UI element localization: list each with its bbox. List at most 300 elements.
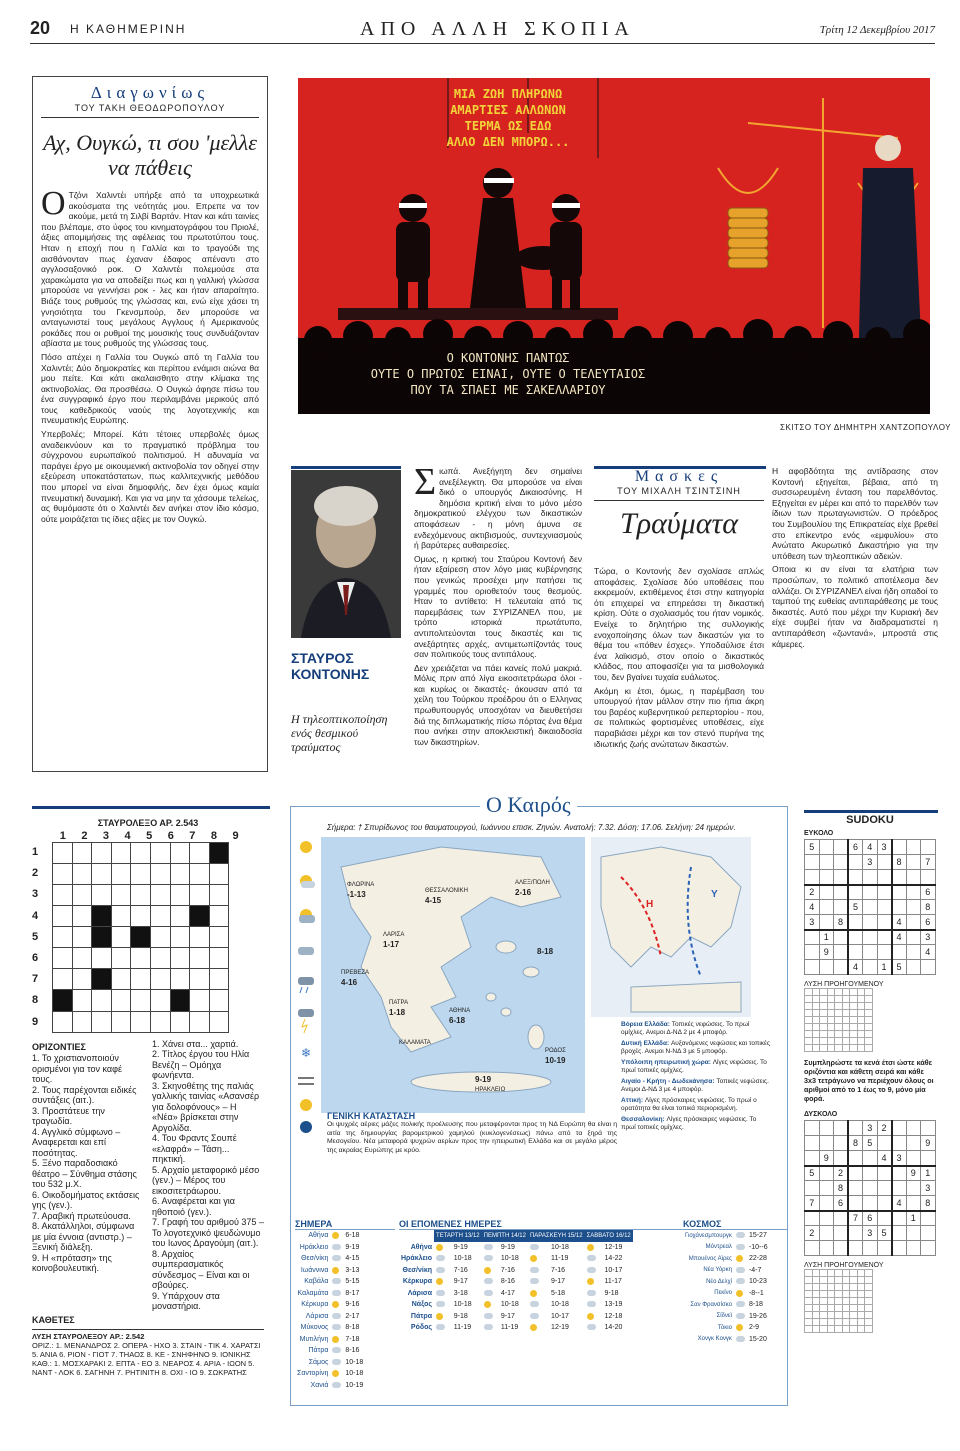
crossword-cell[interactable] [150, 885, 170, 906]
sudoku-cell[interactable] [805, 1121, 820, 1136]
sudoku-cell[interactable] [906, 1181, 921, 1196]
sudoku [804, 814, 936, 1333]
crossword-cell[interactable] [111, 906, 131, 927]
crossword-cell[interactable] [131, 864, 151, 885]
sudoku-cell[interactable] [892, 1211, 907, 1226]
crossword-cell[interactable] [209, 927, 229, 948]
sudoku-cell[interactable] [848, 945, 863, 960]
mini-cell [827, 996, 835, 1003]
crossword-cell[interactable] [190, 927, 210, 948]
sudoku-cell[interactable] [848, 855, 863, 870]
next-temp: 10-18 [500, 1301, 519, 1309]
sudoku-cell[interactable] [848, 1241, 863, 1256]
sudoku-cell[interactable] [906, 1151, 921, 1166]
crossword-cell[interactable] [209, 990, 229, 1011]
sudoku-cell[interactable] [863, 1196, 878, 1211]
mini-cell [850, 1305, 858, 1312]
svg-text:❄: ❄ [300, 1046, 312, 1060]
crossword-cell[interactable] [150, 906, 170, 927]
world-row [683, 1299, 770, 1311]
sudoku-cell[interactable] [877, 1241, 892, 1256]
sudoku-cell[interactable] [906, 1121, 921, 1136]
sudoku-cell[interactable] [906, 930, 921, 945]
sudoku-cell[interactable] [877, 945, 892, 960]
sudoku-cell: 1 [921, 1166, 936, 1181]
today-row [295, 1288, 365, 1300]
sudoku-cell[interactable] [819, 1181, 834, 1196]
world-city: Μόντρεαλ [705, 1244, 732, 1251]
regional-text: Τοπικές νεφώσεις. Ανεμοι Δ-ΝΔ 3 με 4 μποφόρ. [621, 1078, 769, 1093]
sudoku-instructions: Συμπληρώστε τα κενά έτσι ώστε κάθε οριζόντια και κάθετη σειρά και κάθε 3x3 τετράγωνο να περιέχουν όλους οι αριθμοί από το 1 έως το 9, μόνο μία φορά. [804, 1058, 934, 1103]
sudoku-cell[interactable] [877, 930, 892, 945]
today-city: Χανιά [310, 1381, 329, 1389]
cartoon-caption [318, 350, 698, 398]
crossword-cell[interactable] [72, 864, 92, 885]
crossword-cell[interactable] [111, 885, 131, 906]
sudoku-cell: 3 [921, 1181, 936, 1196]
sudoku-cell[interactable] [805, 960, 820, 975]
sudoku-cell[interactable] [892, 1166, 907, 1181]
crossword-cell[interactable] [131, 843, 151, 864]
sudoku-cell[interactable] [819, 885, 834, 900]
sun-icon [484, 1267, 491, 1274]
sudoku-cell[interactable] [863, 930, 878, 945]
crossword-cell[interactable] [72, 990, 92, 1011]
sudoku-cell[interactable] [805, 930, 820, 945]
sudoku-cell[interactable] [834, 900, 849, 915]
crossword-cell[interactable] [150, 990, 170, 1011]
crossword-cell[interactable] [209, 864, 229, 885]
sudoku-cell[interactable] [834, 885, 849, 900]
sun-icon [332, 1370, 339, 1377]
sudoku-cell[interactable] [805, 1151, 820, 1166]
sudoku-cell[interactable] [848, 1166, 863, 1181]
cartoon-speech-line: ΤΕΡΜΑ ΩΣ ΕΔΩ [464, 119, 552, 133]
sudoku-cell: 8 [848, 1136, 863, 1151]
crossword-cell[interactable] [209, 948, 229, 969]
crossword-cell [131, 927, 151, 948]
sudoku-cell: 9 [819, 945, 834, 960]
crossword-cell[interactable] [131, 990, 151, 1011]
sudoku-cell[interactable] [834, 1241, 849, 1256]
mini-cell [827, 1291, 835, 1298]
crossword-cell[interactable] [131, 906, 151, 927]
sudoku-grid-easy[interactable] [804, 839, 936, 975]
crossword-cell[interactable] [72, 906, 92, 927]
map-city-temp: 2-16 [515, 888, 532, 897]
crossword-cell[interactable] [92, 1011, 112, 1032]
sudoku-cell: 2 [877, 1121, 892, 1136]
sudoku-cell[interactable] [863, 945, 878, 960]
sudoku-cell[interactable] [848, 870, 863, 885]
sudoku-cell[interactable] [906, 855, 921, 870]
sudoku-cell[interactable] [848, 915, 863, 930]
crossword-cell[interactable] [170, 843, 190, 864]
sudoku-cell[interactable] [848, 1121, 863, 1136]
sudoku-cell[interactable] [863, 1181, 878, 1196]
sudoku-cell[interactable] [921, 1151, 936, 1166]
mini-cell [857, 1038, 865, 1045]
sudoku-cell[interactable] [819, 900, 834, 915]
crossword-cell[interactable] [53, 843, 73, 864]
crossword-cell[interactable] [92, 885, 112, 906]
cloud-icon [530, 1313, 539, 1319]
crossword-cell[interactable] [131, 885, 151, 906]
sudoku-cell[interactable] [834, 1121, 849, 1136]
today-temp: 7-18 [345, 1335, 360, 1343]
sudoku-cell[interactable] [863, 1166, 878, 1181]
crossword-cell[interactable] [170, 864, 190, 885]
today-city: Σάμος [308, 1358, 329, 1366]
crossword-cell[interactable] [209, 906, 229, 927]
map-city-rhodes [545, 1045, 566, 1065]
sudoku-cell[interactable] [906, 885, 921, 900]
crossword-cell[interactable] [72, 885, 92, 906]
crossword-cell[interactable] [53, 948, 73, 969]
world-row [683, 1311, 770, 1323]
sudoku-cell[interactable] [892, 1121, 907, 1136]
sudoku-cell[interactable] [892, 1136, 907, 1151]
mini-cell [805, 1038, 813, 1045]
cloud-icon [332, 1244, 341, 1250]
next-temp: 8-16 [500, 1278, 515, 1286]
crossword [32, 808, 264, 1377]
sudoku-cell[interactable] [819, 840, 834, 855]
crossword-cell[interactable] [170, 927, 190, 948]
today-temp: 8-18 [345, 1324, 360, 1332]
sudoku-cell[interactable] [848, 1181, 863, 1196]
across-clue: 5. Ξένο παραδοσιακό θέατρο – Σύνθημα στάσης του 532 μ.Χ. [32, 1158, 137, 1190]
sudoku-cell[interactable] [819, 1241, 834, 1256]
sudoku-cell[interactable] [834, 870, 849, 885]
map-city-name: ΗΡΑΚΛΕΙΟ [475, 1087, 506, 1093]
crossword-cell[interactable] [190, 843, 210, 864]
crossword-cell[interactable] [190, 1011, 210, 1032]
next-day-header: ΠΑΡΑΣΚΕΥΗ 15/12 [528, 1230, 585, 1242]
sudoku-cell[interactable] [906, 1136, 921, 1151]
crossword-cell[interactable] [53, 927, 73, 948]
sudoku-cell[interactable] [834, 840, 849, 855]
sudoku-cell[interactable] [805, 1181, 820, 1196]
sun-icon [332, 1232, 339, 1239]
sudoku-cell[interactable] [863, 900, 878, 915]
crossword-cell[interactable] [72, 948, 92, 969]
mini-cell [835, 996, 843, 1003]
crossword-cell[interactable] [170, 969, 190, 990]
sudoku-cell[interactable] [819, 1211, 834, 1226]
crossword-cell[interactable] [92, 948, 112, 969]
sudoku-cell[interactable] [805, 870, 820, 885]
crossword-cell[interactable] [111, 1011, 131, 1032]
crossword-cell[interactable] [190, 990, 210, 1011]
regional-item [621, 1078, 771, 1094]
sudoku-cell[interactable] [805, 945, 820, 960]
sudoku-cell[interactable] [848, 930, 863, 945]
mini-cell [835, 1319, 843, 1326]
sudoku-cell[interactable] [877, 855, 892, 870]
crossword-cell[interactable] [72, 927, 92, 948]
sudoku-cell[interactable] [834, 855, 849, 870]
sudoku-cell[interactable] [892, 900, 907, 915]
crossword-cell[interactable] [53, 864, 73, 885]
mini-cell [805, 1319, 813, 1326]
crossword-cell[interactable] [131, 948, 151, 969]
crossword-cell[interactable] [111, 990, 131, 1011]
sudoku-cell[interactable] [819, 960, 834, 975]
mini-cell [827, 1010, 835, 1017]
next-temp: 11-19 [453, 1324, 472, 1332]
sudoku-cell[interactable] [906, 960, 921, 975]
sudoku-cell[interactable] [892, 1226, 907, 1241]
sun-icon [332, 1301, 339, 1308]
cloud-icon [332, 1290, 341, 1296]
crossword-cell[interactable] [111, 969, 131, 990]
general-text: Οι ψυχρές αέριες μάζες πολικής προέλευσης που μεταφέρονται προς τη ΝΔ Ευρώπη θα είναι η αιτία της δημιουργίας βαρομετρικού χαμηλού (κυκλογενέσεως) πάνω από τα ξηρά της Μεσογείου. Νέα μεταφορά ψυχρών αερίων προς την ηπειρωτική Ελλάδα και σε μεγάλο μέρος της ακραίας Ευρώπης με κρύο. [327, 1121, 617, 1154]
crossword-grid[interactable] [52, 842, 229, 1033]
sudoku-cell[interactable] [834, 945, 849, 960]
cloud-icon [436, 1290, 445, 1296]
mini-cell [842, 1319, 850, 1326]
sudoku-cell[interactable] [819, 915, 834, 930]
world-row [683, 1265, 770, 1277]
weather-today-line: Σήμερα: † Σπυρίδωνος του θαυματουργού, Ιωάννου επισκ. Ζηνών. Ανατολή: 7.32. Δύση: 17.06. Σελήνη: 24 ημερών. [327, 823, 736, 832]
sudoku-cell[interactable] [877, 1211, 892, 1226]
sudoku-cell[interactable] [834, 1226, 849, 1241]
sudoku-cell[interactable] [906, 1196, 921, 1211]
crossword-cell[interactable] [111, 948, 131, 969]
mini-cell [857, 1031, 865, 1038]
crossword-cell[interactable] [53, 885, 73, 906]
world-city: Σίδνεϊ [716, 1313, 732, 1320]
mini-cell [835, 1298, 843, 1305]
today-row [295, 1334, 365, 1346]
crossword-cell[interactable] [72, 1011, 92, 1032]
sudoku-cell[interactable] [848, 1196, 863, 1211]
cloud-icon [736, 1244, 745, 1250]
sudoku-grid-hard[interactable] [804, 1120, 936, 1256]
crossword-cell[interactable] [72, 843, 92, 864]
across-clue: 2. Τους παρέχονται ειδικές συντάξεις (αιτ.). [32, 1084, 137, 1106]
regional-item [621, 1040, 771, 1056]
mini-cell [835, 1031, 843, 1038]
sudoku-cell[interactable] [834, 1151, 849, 1166]
sudoku-cell[interactable] [834, 1211, 849, 1226]
sudoku-cell[interactable] [863, 870, 878, 885]
sudoku-cell[interactable] [906, 900, 921, 915]
world-temp: 10-23 [748, 1278, 767, 1286]
sun-icon [736, 1324, 743, 1331]
solution-down: ΚΑΘ.: 1. ΜΟΣΧΑΡΑΚΙ 2. ΕΠΤΑ - ΕΟ 3. ΝΕΑΡΟΣ 4. ΑΡΙΑ - ΙΩΟΝ 5. ΝΑΝΤ - ΛΟΚ 6. ΣΑΓΗΝΗ 7. ΡΗΤΙΝΙΤΗ 8. ΟΧΙ - ΙΟ 9. ΣΩΚΡΑΤΗΣ [32, 1359, 255, 1378]
crossword-cell[interactable] [209, 1011, 229, 1032]
sudoku-cell[interactable] [819, 870, 834, 885]
sudoku-cell[interactable] [906, 1241, 921, 1256]
sudoku-cell[interactable] [834, 960, 849, 975]
sudoku-cell[interactable] [848, 885, 863, 900]
sudoku-cell[interactable] [805, 1211, 820, 1226]
crossword-cell[interactable] [190, 948, 210, 969]
mini-cell [835, 1270, 843, 1277]
crossword-cell[interactable] [170, 1011, 190, 1032]
sudoku-cell[interactable] [921, 840, 936, 855]
sudoku-cell: 1 [819, 930, 834, 945]
sudoku-previous-solution-2 [804, 1269, 873, 1333]
sudoku-cell[interactable] [863, 885, 878, 900]
mini-cell [805, 1270, 813, 1277]
crossword-cell[interactable] [150, 843, 170, 864]
down-clue: 2. Τίτλος έργου του Ηλία Βενέζη – Ομόηχα φωνήεντα. [152, 1049, 250, 1081]
mini-cell [827, 1024, 835, 1031]
crossword-cell[interactable] [111, 927, 131, 948]
sudoku-cell[interactable] [921, 870, 936, 885]
crossword-cell[interactable] [209, 969, 229, 990]
sudoku-cell[interactable] [877, 1136, 892, 1151]
cloud-icon [484, 1290, 493, 1296]
crossword-cell[interactable] [170, 906, 190, 927]
mini-cell [805, 1326, 813, 1333]
mini-cell [865, 1031, 873, 1038]
masks-title: Τραύματα [620, 507, 738, 540]
sudoku-cell[interactable] [892, 840, 907, 855]
sudoku-cell[interactable] [819, 1196, 834, 1211]
masks-para-1: Τώρα, ο Κοντονής δεν σχολίασε απλώς αποφάσεις. Σχολίασε δύο υποθέσεις που εκκρεμούν, εκτιθέμενος έτσι στην κατηγορία ότι επιχειρεί να επηρεάσει τη δικαστική κρίση. Ούτε ο σχολιασμός του ήταν νομικός. Ενείχε το δηλητήριο της συλλογικής ενοχοποίησης όλων των δικαστών για το θέμα του «πόθεν έσχες». Υποδαύλισε έτσι ένα λαϊκισμό, στον οποίο ο δικαστικός κλάδος, που αποφασίζει για τα μισθολογικά του, δεν βγαίνει τυχαία ευάλωτος. [594, 566, 764, 682]
crossword-col-number: 3 [102, 830, 110, 842]
mini-cell [865, 1003, 873, 1010]
sudoku-cell[interactable] [805, 855, 820, 870]
sudoku-cell[interactable] [848, 1226, 863, 1241]
sudoku-cell[interactable] [819, 1136, 834, 1151]
sudoku-cell[interactable] [877, 1196, 892, 1211]
crossword-cell[interactable] [53, 1011, 73, 1032]
crossword-cell[interactable] [131, 969, 151, 990]
sudoku-cell[interactable] [906, 870, 921, 885]
section-title: ΑΠΟ ΑΛΛΗ ΣΚΟΠΙΑ [360, 18, 635, 40]
crossword-cell[interactable] [53, 969, 73, 990]
sudoku-cell[interactable] [863, 1151, 878, 1166]
sudoku-cell[interactable] [848, 1151, 863, 1166]
next-day-header: ΠΕΜΠΤΗ 14/12 [482, 1230, 528, 1242]
crossword-cell[interactable] [209, 885, 229, 906]
cloud-icon [436, 1324, 445, 1330]
sudoku-cell[interactable] [921, 1226, 936, 1241]
crossword-cell[interactable] [92, 864, 112, 885]
sudoku-cell[interactable] [906, 840, 921, 855]
sudoku-cell[interactable] [805, 1136, 820, 1151]
regional-forecasts [621, 1021, 771, 1135]
sudoku-cell[interactable] [805, 1241, 820, 1256]
crossword-cell[interactable] [150, 969, 170, 990]
sudoku-cell[interactable] [863, 1241, 878, 1256]
mini-cell [842, 1298, 850, 1305]
sudoku-cell[interactable] [819, 855, 834, 870]
crossword-cell[interactable] [150, 927, 170, 948]
crossword-cell[interactable] [53, 906, 73, 927]
next-city: Θεσ/νίκη [402, 1266, 433, 1274]
cloud-icon [332, 1313, 341, 1319]
crossword-cell[interactable] [72, 969, 92, 990]
sudoku-cell[interactable] [863, 915, 878, 930]
sudoku-cell[interactable] [892, 870, 907, 885]
sudoku-cell[interactable] [877, 1166, 892, 1181]
sudoku-cell[interactable] [877, 1181, 892, 1196]
weather-general [327, 1111, 617, 1155]
sudoku-cell[interactable] [877, 900, 892, 915]
next-city: Νάξος [411, 1301, 433, 1309]
sudoku-cell[interactable] [921, 1241, 936, 1256]
down-clue: 5. Αρχαίο μεταφορικό μέσο (γεν.) – Μέρος του εικοσιτετράωρου. [152, 1164, 260, 1196]
crossword-cell[interactable] [150, 948, 170, 969]
crossword-cell[interactable] [170, 948, 190, 969]
sudoku-cell: 4 [892, 930, 907, 945]
sudoku-cell[interactable] [921, 1121, 936, 1136]
sudoku-cell[interactable] [863, 960, 878, 975]
sudoku-cell[interactable] [819, 1226, 834, 1241]
sudoku-cell[interactable] [819, 1121, 834, 1136]
map-city-temp: 9-19 [475, 1075, 492, 1084]
sudoku-cell[interactable] [921, 960, 936, 975]
sudoku-cell[interactable] [892, 945, 907, 960]
sudoku-cell[interactable] [819, 1166, 834, 1181]
column-kicker: Διαγωνίως [90, 83, 210, 102]
next-table [399, 1230, 633, 1334]
sudoku-cell[interactable] [906, 1226, 921, 1241]
sudoku-cell[interactable] [834, 1136, 849, 1151]
sudoku-cell[interactable] [921, 1211, 936, 1226]
crossword-cell[interactable] [170, 885, 190, 906]
today-row [295, 1230, 365, 1242]
crossword-cell[interactable] [150, 1011, 170, 1032]
sudoku-cell[interactable] [877, 870, 892, 885]
sudoku-cell[interactable] [906, 945, 921, 960]
crossword-cell[interactable] [92, 990, 112, 1011]
sudoku-cell[interactable] [877, 915, 892, 930]
crossword-cell[interactable] [92, 843, 112, 864]
crossword-cell[interactable] [190, 864, 210, 885]
sudoku-cell: 3 [921, 930, 936, 945]
mini-cell [842, 1045, 850, 1052]
crossword-cell[interactable] [150, 864, 170, 885]
sudoku-cell[interactable] [834, 930, 849, 945]
crossword-cell[interactable] [131, 1011, 151, 1032]
cartoon-caption-line: Ο ΚΟΝΤΟΝΗΣ ΠΑΝΤΩΣ [446, 351, 570, 365]
map-city-temp: 1-17 [383, 940, 400, 949]
sudoku-cell[interactable] [892, 885, 907, 900]
crossword-solution [32, 1329, 264, 1377]
sudoku-cell[interactable] [892, 1241, 907, 1256]
crossword-cell[interactable] [190, 885, 210, 906]
regional-item [621, 1059, 771, 1075]
cartoon-speech-line: ΑΜΑΡΤΙΕΣ ΑΛΛΩΝΩΝ [450, 103, 566, 117]
next-temp: 10-18 [453, 1301, 472, 1309]
sudoku-cell[interactable] [906, 915, 921, 930]
mini-cell [842, 1003, 850, 1010]
down-clue: 4. Του Φραντς Σουπέ «ελαφρά» – Τάση... πηκτική. [152, 1133, 237, 1165]
crossword-cell[interactable] [111, 864, 131, 885]
world-city: Πεκίνο [714, 1290, 732, 1297]
sudoku-cell[interactable] [877, 885, 892, 900]
mini-cell [857, 1326, 865, 1333]
crossword-column-numbers [52, 830, 264, 842]
crossword-cell[interactable] [190, 969, 210, 990]
world-temp: -10--6 [748, 1243, 768, 1251]
masks-header [594, 468, 764, 541]
crossword-cell[interactable] [111, 843, 131, 864]
down-clue: 3. Σκηνοθέτης της παλιάς γαλλικής ταινίας «Ασανσέρ για δολοφόνους» – Η «Νέα» βρίσκεται στην Αργολίδα. [152, 1080, 260, 1133]
mini-cell [812, 1045, 820, 1052]
mini-cell [812, 1017, 820, 1024]
mini-cell [835, 1024, 843, 1031]
sudoku-cell[interactable] [892, 1181, 907, 1196]
world-city: Νέα Υόρκη [703, 1267, 732, 1274]
